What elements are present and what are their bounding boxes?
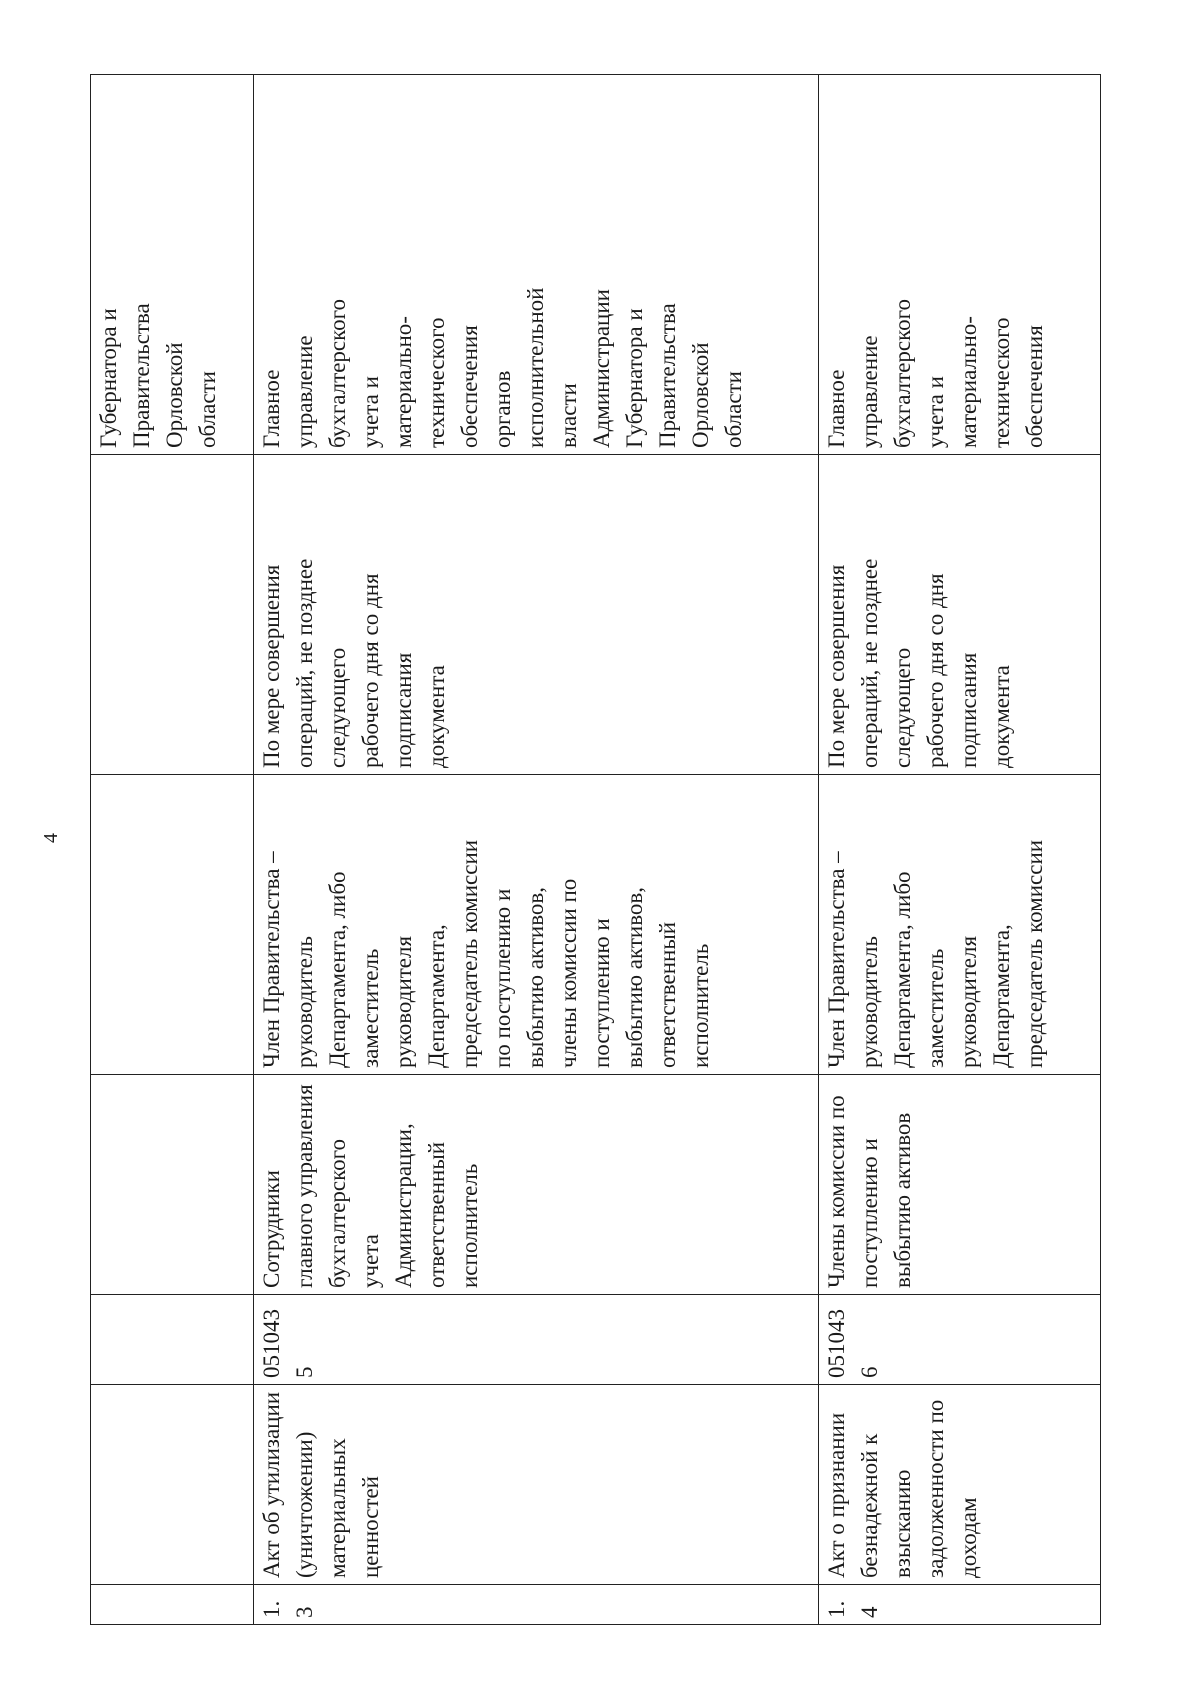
table-row — [254, 75, 819, 1625]
table-row-continuation — [91, 75, 254, 1625]
cell-code — [254, 1295, 819, 1385]
cell-code — [91, 1295, 254, 1385]
owner-text: Губернатора и Правительства Орловской области — [96, 303, 220, 448]
form-code: 0510436 — [824, 1309, 882, 1378]
signatories: Член Правительства – руководитель Департамента, либо заместитель руководителя Департамента, председатель комиссии — [824, 839, 1047, 1068]
receiving-unit: Главное управление бухгалтерского учета и материально- технического обеспечения — [824, 299, 1047, 448]
cell-sign — [819, 775, 1101, 1075]
cell-term — [254, 455, 819, 775]
cell-sign — [91, 775, 254, 1075]
receiving-unit: Главное управление бухгалтерского учета и материально- технического обеспечения органов исполнительной власти Администрации Губернатора и Правительства Орловской области — [259, 287, 746, 448]
cell-num — [254, 1585, 819, 1625]
submission-term: По мере совершения операций, не позднее следующего рабочего дня со дня подписания документа — [824, 558, 1014, 768]
cell-name — [254, 1385, 819, 1585]
cell-name — [819, 1385, 1101, 1585]
form-code: 0510435 — [259, 1309, 317, 1378]
submission-term: По мере совершения операций, не позднее следующего рабочего дня со дня подписания документа — [259, 558, 449, 768]
cell-code — [819, 1295, 1101, 1385]
cell-who — [819, 1075, 1101, 1295]
row-number: 1.4 — [824, 1600, 882, 1618]
cell-owner — [254, 75, 819, 455]
cell-term — [819, 455, 1101, 775]
cell-owner — [819, 75, 1101, 455]
cell-who — [254, 1075, 819, 1295]
document-table — [90, 74, 1101, 1625]
document-name: Акт о признании безнадежной к взысканию задолженности по доходам — [824, 1399, 981, 1578]
cell-owner — [91, 75, 254, 455]
cell-num — [91, 1585, 254, 1625]
cell-term — [91, 455, 254, 775]
page-number: 4 — [40, 833, 62, 843]
cell-name — [91, 1385, 254, 1585]
row-number: 1.3 — [259, 1600, 317, 1618]
document-name: Акт об утилизации (уничтожении) материальных ценностей — [259, 1391, 383, 1578]
cell-sign — [254, 775, 819, 1075]
signatories: Член Правительства – руководитель Департамента, либо заместитель руководителя Департамента, председатель комиссии по поступлению и выбытию активов, члены комиссии по поступлению и выбытию активов, ответственный исполнитель — [259, 839, 713, 1068]
responsible-persons: Члены комиссии по поступлению и выбытию активов — [824, 1095, 915, 1288]
responsible-persons: Сотрудники главного управления бухгалтерского учета Администрации, ответственный исполнитель — [259, 1084, 482, 1288]
cell-who — [91, 1075, 254, 1295]
table-row — [819, 75, 1101, 1625]
cell-num — [819, 1585, 1101, 1625]
